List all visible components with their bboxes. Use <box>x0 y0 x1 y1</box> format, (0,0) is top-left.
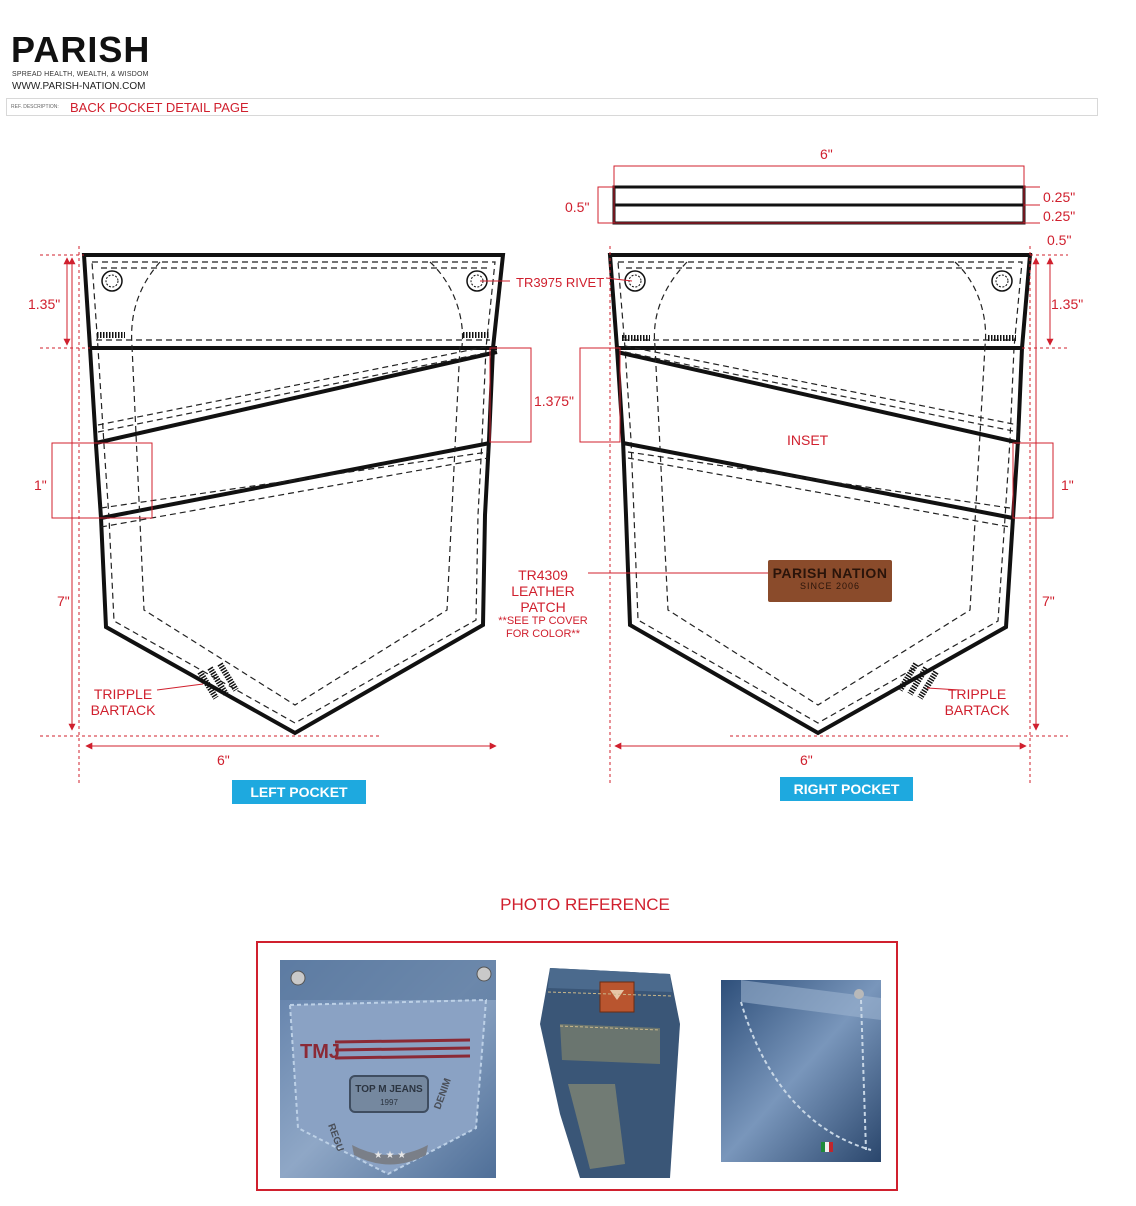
left-bartack-label: TRIPPLE BARTACK <box>90 686 156 718</box>
left-dim-top: 1.35" <box>28 296 61 312</box>
left-rivet-left <box>102 271 122 291</box>
rivet-label: TR3975 RIVET <box>516 275 605 290</box>
left-dim-width: 6" <box>217 752 230 768</box>
brand-url: WWW.PARISH-NATION.COM <box>12 81 146 92</box>
leather-patch-subtext: SINCE 2006 <box>799 581 861 591</box>
right-rivet-right <box>992 271 1012 291</box>
photo-reference-2 <box>520 964 686 1178</box>
inset-label: INSET <box>787 432 829 448</box>
photo-reference-1 <box>280 960 496 1178</box>
right-dim-width: 6" <box>800 752 813 768</box>
right-pocket-outline <box>610 255 1030 733</box>
svg-text:TOP M JEANS: TOP M JEANS <box>355 1084 423 1095</box>
right-dim-band: 1" <box>1061 477 1074 493</box>
page-title: BACK POCKET DETAIL PAGE <box>70 100 249 115</box>
flap-height-label: 0.5" <box>565 199 590 215</box>
flap-width-label: 6" <box>820 146 833 162</box>
svg-text:REGU: REGU <box>325 1122 346 1154</box>
left-dim-height: 7" <box>57 593 70 609</box>
left-pocket-tag: LEFT POCKET <box>232 780 366 804</box>
brand-logo: PARISH <box>11 29 151 70</box>
left-pocket-outline <box>84 255 503 733</box>
svg-text:1997: 1997 <box>380 1098 398 1107</box>
photo-reference-3 <box>721 980 881 1162</box>
leather-patch-text: PARISH NATION <box>772 565 888 581</box>
flap-band-1-label: 0.25" <box>1043 189 1076 205</box>
svg-text:DENIM: DENIM <box>432 1076 454 1112</box>
svg-text:TMJ: TMJ <box>300 1041 340 1063</box>
flap-gap-label: 0.5" <box>1047 232 1072 248</box>
brand-tagline: SPREAD HEALTH, WEALTH, & WISDOM <box>12 71 149 78</box>
right-dim-height: 7" <box>1042 593 1055 609</box>
right-flap-drawing <box>614 187 1024 223</box>
flap-band-2-label: 0.25" <box>1043 208 1076 224</box>
right-bartack-label: TRIPPLE BARTACK <box>944 686 1010 718</box>
left-pocket-drawing <box>84 255 503 733</box>
leather-patch-callout: TR4309 LEATHER PATCH **SEE TP COVER FOR COLOR** <box>498 567 588 640</box>
left-dim-band: 1" <box>34 477 47 493</box>
right-pocket-drawing <box>610 255 1030 733</box>
right-pocket-tag: RIGHT POCKET <box>780 777 913 801</box>
photo-reference-title: PHOTO REFERENCE <box>500 895 670 914</box>
ref-description-label: REF. DESCRIPTION: <box>11 104 59 110</box>
left-dim-inset: 1.375" <box>534 393 575 409</box>
svg-text:★ ★ ★: ★ ★ ★ <box>373 1150 407 1161</box>
right-dim-top: 1.35" <box>1051 296 1084 312</box>
leather-patch <box>768 560 892 602</box>
